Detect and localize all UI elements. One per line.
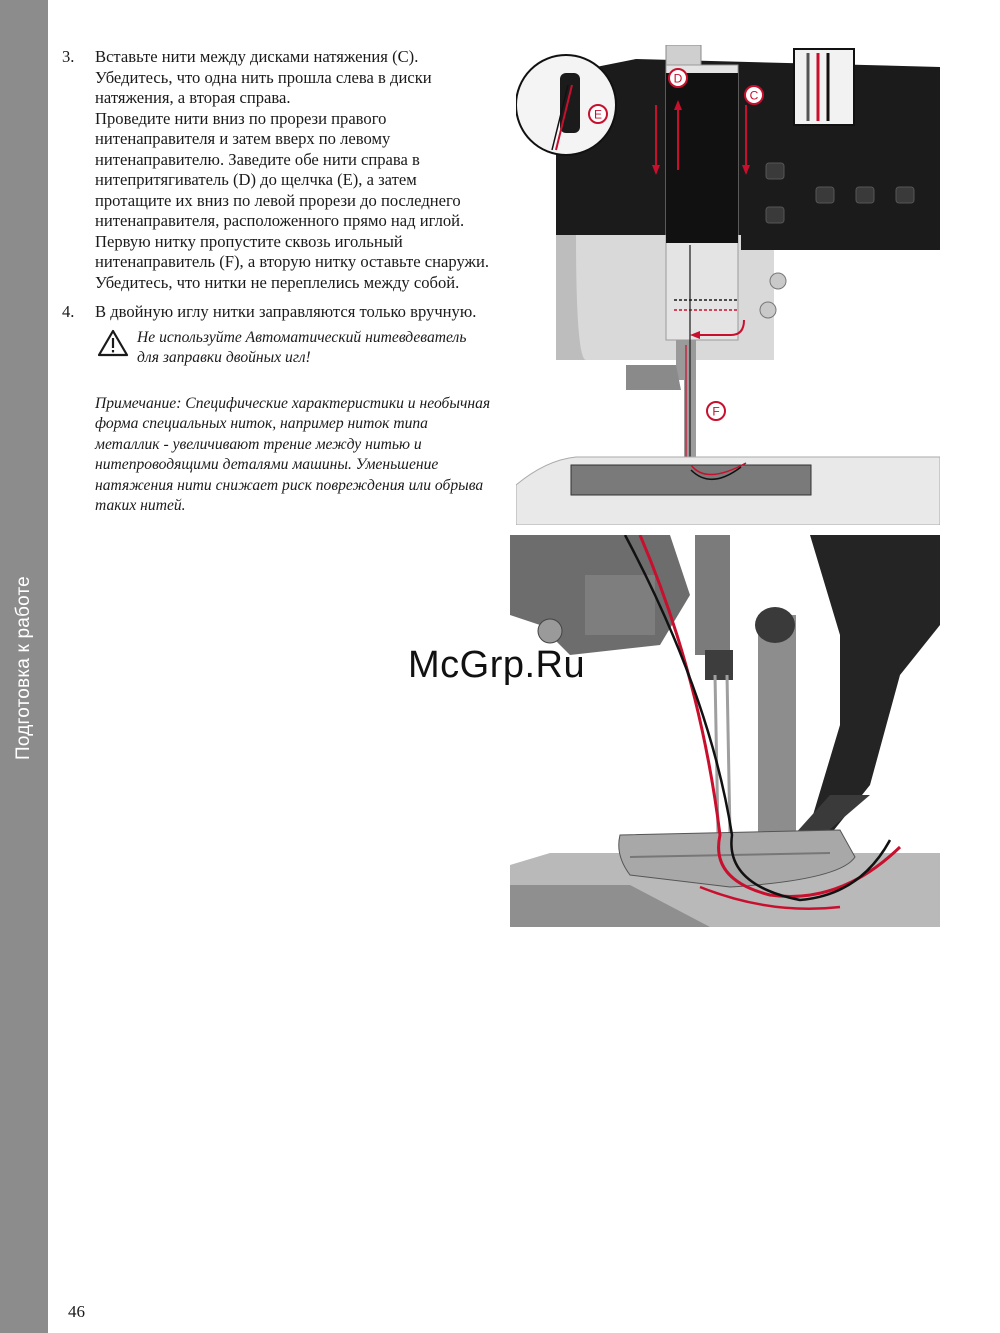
page-number: 46 — [68, 1302, 85, 1321]
svg-text:E: E — [593, 107, 603, 122]
svg-text:F: F — [712, 404, 720, 419]
threading-illustration-top — [516, 45, 940, 525]
step-number: 4. — [62, 302, 75, 321]
watermark-text: McGrp.Ru — [408, 644, 586, 686]
warning-block — [97, 328, 492, 369]
note-text: Примечание: Специфические характеристики и необычная форма специальных ниток, например ниток типа металлик - увеличивают трение между нитью и нитепроводящими деталями машины. Уменьшение натяжения нити снижает риск повреждения или обрыва таких нитей. — [95, 394, 491, 514]
step-4 — [62, 302, 492, 323]
step-number: 3. — [62, 47, 75, 66]
svg-text:C: C — [749, 88, 759, 103]
callout-f — [707, 402, 725, 420]
step-paragraph: Проведите нити вниз по прорези правого нитенаправителя и затем вверх по левому нитенаправителю. Заведите обе нити справа в нитепритягиватель (D) до щелчка (E), а затем протащите их вниз по левой прорези до последнего нитенаправителя, расположенного прямо над иглой. Первую нитку пропустите сквозь игольный нитенаправитель (F), а вторую нитку оставьте снаружи. Убедитесь, что нитки не переплелись между собой. — [95, 108, 490, 292]
step-paragraph: Вставьте нити между дисками натяжения (C). Убедитесь, что одна нить прошла слева в диски натяжения, а вторая справа. — [95, 47, 432, 107]
instructions-column — [62, 47, 492, 517]
section-label: Подготовка к работе — [13, 576, 34, 760]
step-paragraph: В двойную иглу нитки заправляются только вручную. — [95, 302, 477, 321]
svg-text:D: D — [673, 71, 683, 86]
section-side-tab — [0, 0, 48, 1333]
warning-triangle-icon — [97, 329, 137, 362]
callout-c — [745, 86, 763, 104]
step-3 — [62, 47, 492, 293]
warning-text: Не используйте Автоматический нитевдеватель для заправки двойных игл! — [137, 328, 467, 366]
twin-needle-illustration — [510, 535, 940, 927]
callout-d — [669, 69, 687, 87]
callout-e — [589, 105, 607, 123]
